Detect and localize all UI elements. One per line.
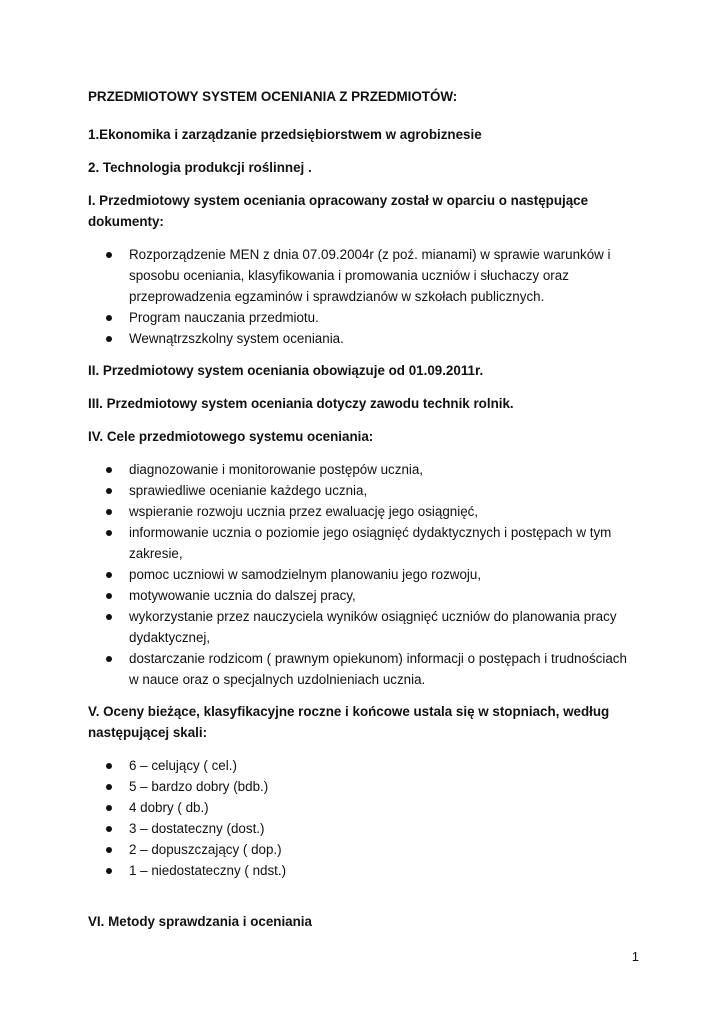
list-item: wspieranie rozwoju ucznia przez ewaluację jego osiągnięć, bbox=[88, 501, 640, 522]
grade-scale-list bbox=[88, 755, 640, 881]
section-4-heading: IV. Cele przedmiotowego systemu oceniania: bbox=[88, 429, 374, 444]
list-item: 1 – niedostateczny ( ndst.) bbox=[88, 860, 640, 881]
subject-2: 2. Technologia produkcji roślinnej . bbox=[88, 160, 312, 175]
section-5-heading: V. Oceny bieżące, klasyfikacyjne roczne i końcowe ustala się w stopniach, według następującej skali: bbox=[88, 704, 610, 740]
list-item: wykorzystanie przez nauczyciela wyników osiągnięć uczniów do planowania pracy dydaktycznej, bbox=[88, 606, 640, 648]
section-2-heading: II. Przedmiotowy system oceniania obowiązuje od 01.09.2011r. bbox=[88, 363, 484, 378]
list-item: 4 dobry ( db.) bbox=[88, 797, 640, 818]
list-item: diagnozowanie i monitorowanie postępów ucznia, bbox=[88, 459, 640, 480]
section-3-heading: III. Przedmiotowy system oceniania dotyczy zawodu technik rolnik. bbox=[88, 396, 514, 411]
list-item: 2 – dopuszczający ( dop.) bbox=[88, 839, 640, 860]
list-item: Rozporządzenie MEN z dnia 07.09.2004r (z poź. mianami) w sprawie warunków i sposobu oceniania, klasyfikowania i promowania uczniów i słuchaczy oraz przeprowadzenia egzaminów i sprawdzianów w szkołach publicznych. bbox=[88, 244, 640, 307]
section-4-list bbox=[88, 459, 640, 690]
list-item: motywowanie ucznia do dalszej pracy, bbox=[88, 585, 640, 606]
document-page bbox=[88, 86, 640, 944]
subject-1: 1.Ekonomika i zarządzanie przedsiębiorstwem w agrobiznesie bbox=[88, 127, 482, 142]
list-item: dostarczanie rodzicom ( prawnym opiekunom) informacji o postępach i trudnościach w nauce oraz o specjalnych uzdolnieniach ucznia. bbox=[88, 648, 640, 690]
document-title: PRZEDMIOTOWY SYSTEM OCENIANIA Z PRZEDMIOTÓW: bbox=[88, 89, 458, 104]
list-item: pomoc uczniowi w samodzielnym planowaniu jego rozwoju, bbox=[88, 564, 640, 585]
list-item: 6 – celujący ( cel.) bbox=[88, 755, 640, 776]
list-item: sprawiedliwe ocenianie każdego ucznia, bbox=[88, 480, 640, 501]
list-item: Wewnątrzszkolny system oceniania. bbox=[88, 328, 640, 349]
list-item: Program nauczania przedmiotu. bbox=[88, 307, 640, 328]
section-1-list bbox=[88, 244, 640, 349]
page-number: 1 bbox=[631, 949, 639, 964]
section-1-heading: I. Przedmiotowy system oceniania opracowany został w oparciu o następujące dokumenty: bbox=[88, 193, 589, 229]
list-item: 3 – dostateczny (dost.) bbox=[88, 818, 640, 839]
list-item: 5 – bardzo dobry (bdb.) bbox=[88, 776, 640, 797]
section-6-heading: VI. Metody sprawdzania i oceniania bbox=[88, 914, 312, 929]
list-item: informowanie ucznia o poziomie jego osiągnięć dydaktycznych i postępach w tym zakresie, bbox=[88, 522, 640, 564]
